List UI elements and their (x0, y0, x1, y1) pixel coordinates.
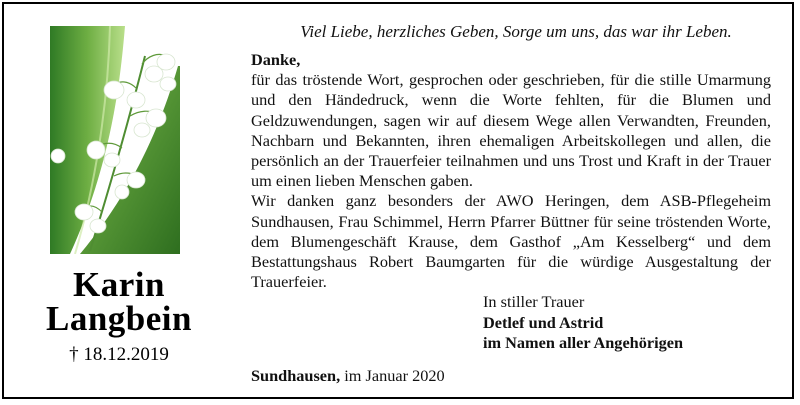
deceased-first-name: Karin (73, 265, 165, 304)
signature-names: Detlef und Astrid (483, 312, 604, 332)
death-date: † 18.12.2019 (69, 344, 169, 365)
thanks-paragraph: für das tröstende Wort, gesprochen oder geschrieben, für die stille Umarmung und den Händedruck, wenn die Worte fehlten, für die Blumen und Geldzuwendungen, sagen wir auf diesem Wege allen Verwandten, Freunden, Nachbarn und Bekannten, ihren ehemaligen Arbeitskollegen und allen, die persönlich an der Trauerfeier teilnahmen und uns Trost und Kraft in der Trauer um einen lieben Menschen gaben. (251, 70, 771, 191)
place-date: im Januar 2020 (344, 366, 445, 385)
motto: Viel Liebe, herzliches Geben, Sorge um uns, das war ihr Leben. (300, 22, 732, 41)
special-thanks-paragraph: Wir danken ganz besonders der AWO Heringen, dem ASB-Pflegeheim Sundhausen, Frau Schimmel, Herrn Pfarrer Büttner für seine tröstenden Worte, dem Blumengeschäft Krause, dem Gasthof „Am Kesselberg“ und dem Bestattungshaus Robert Baumgarten für die würdige Ausgestaltung der Trauerfeier. (251, 191, 771, 292)
greeting: Danke, (251, 50, 301, 69)
left-column (4, 4, 234, 397)
place-town: Sundhausen, (251, 366, 341, 385)
place-date-line (251, 366, 445, 386)
signature-relatives: im Namen aller Angehörigen (483, 333, 684, 352)
signature-block (483, 292, 683, 354)
signature-intro: In stiller Trauer (483, 292, 585, 311)
thanks-text (251, 50, 771, 292)
obituary-notice (2, 2, 794, 399)
deceased-last-name: Langbein (46, 299, 192, 338)
lily-of-the-valley-image (50, 26, 180, 254)
